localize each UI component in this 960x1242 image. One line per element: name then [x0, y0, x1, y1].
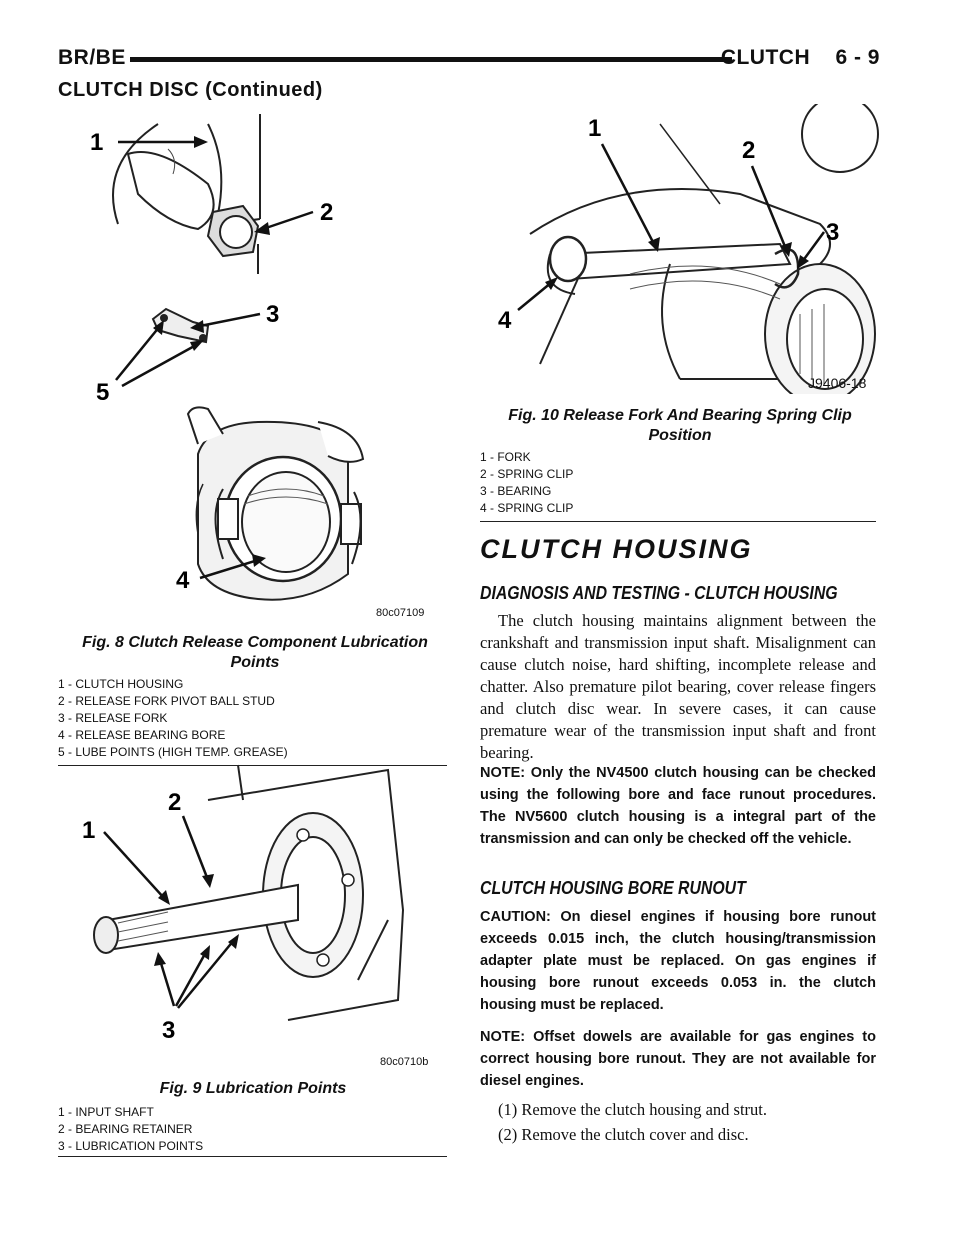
fig10-callout-3: 3: [826, 219, 840, 246]
fig10-legend-item: 4 - SPRING CLIP: [480, 501, 574, 515]
continued-heading: CLUTCH DISC (Continued): [58, 79, 323, 101]
fig9-rule: [58, 1156, 447, 1157]
fig8-legend-item: 2 - RELEASE FORK PIVOT BALL STUD: [58, 694, 275, 708]
fig8-callout-4: 4: [176, 567, 190, 594]
fig10-legend-item: 2 - SPRING CLIP: [480, 467, 574, 481]
page-header: [58, 44, 880, 76]
fig10-image-code: J9406-18: [808, 375, 867, 391]
fig8-legend-item: 4 - RELEASE BEARING BORE: [58, 728, 226, 742]
fig10-caption: Fig. 10 Release Fork And Bearing Spring Clip Position: [508, 407, 852, 444]
fig8-legend-item: 5 - LUBE POINTS (HIGH TEMP. GREASE): [58, 745, 288, 759]
fig9-callout-1: 1: [82, 817, 96, 844]
fig9-callout-3: 3: [162, 1017, 176, 1044]
fig9-caption: Fig. 9 Lubrication Points: [159, 1080, 347, 1097]
fig10-rule: [480, 521, 876, 522]
fig9-legend-item: 1 - INPUT SHAFT: [58, 1105, 154, 1119]
fig8-callout-3: 3: [266, 301, 280, 328]
header-section-page: CLUTCH 6 - 9: [720, 46, 880, 69]
procedure-step: (2) Remove the clutch cover and disc.: [498, 1125, 749, 1144]
section-title: CLUTCH HOUSING: [480, 534, 753, 564]
fig9-image-code: 80c0710b: [380, 1056, 429, 1068]
fig10-legend: [480, 449, 573, 517]
fig9-legend-item: 3 - LUBRICATION POINTS: [58, 1139, 204, 1153]
fig8-callout-5: 5: [96, 379, 110, 406]
fig8-image-code: 80c07109: [376, 607, 425, 619]
fig10-illustration: [480, 104, 880, 394]
header-manual-code: BR/BE: [58, 46, 126, 69]
fig10-callout-4: 4: [498, 307, 512, 334]
bore-runout-heading: CLUTCH HOUSING BORE RUNOUT: [480, 878, 746, 898]
fig9-legend: [58, 1104, 203, 1155]
fig9-callout-2: 2: [168, 789, 182, 816]
header-rule: [130, 57, 732, 62]
fig8-callout-1: 1: [90, 129, 104, 156]
fig10-callout-1: 1: [588, 115, 602, 142]
caution-bore-runout: CAUTION: On diesel engines if housing bore runout exceeds 0.015 inch, the clutch housing/transmission adapter plate must be replaced. On gas engines if housing bore runout exceeds 0.053 in. the clutch housing must be replaced.: [480, 909, 876, 1013]
note-nv4500: NOTE: Only the NV4500 clutch housing can be checked using the following bore and face runout procedures. The NV5600 clutch housing is a integral part of the transmission and can only be checked off the vehicle.: [480, 765, 876, 847]
fig10-legend-item: 1 - FORK: [480, 450, 531, 464]
fig10-callout-2: 2: [742, 137, 756, 164]
fig8-illustration: [58, 104, 448, 624]
procedure-step: (1) Remove the clutch housing and strut.: [498, 1100, 767, 1119]
note-offset-dowels: NOTE: Offset dowels are available for gas engines to correct housing bore runout. They are not available for diesel engines.: [480, 1029, 876, 1089]
fig10-legend-item: 3 - BEARING: [480, 484, 552, 498]
fig8-legend-item: 3 - RELEASE FORK: [58, 711, 168, 725]
fig8-caption: Fig. 8 Clutch Release Component Lubrication Points: [82, 634, 428, 671]
fig8-legend-item: 1 - CLUTCH HOUSING: [58, 677, 184, 691]
fig9-legend-item: 2 - BEARING RETAINER: [58, 1122, 193, 1136]
fig8-callout-2: 2: [320, 199, 334, 226]
procedure-steps: [480, 1097, 876, 1147]
diagnosis-text: The clutch housing maintains alignment between the crankshaft and transmission input shaft. Misalignment can cause clutch noise, hard shifting, incomplete release and chatter. Also premature pilot bearing, cover release fingers and clutch disc wear. In severe cases, it can cause premature wear of the transmission input shaft and front bearing.: [480, 611, 876, 762]
fig8-legend: [58, 676, 288, 761]
fig9-illustration: [58, 760, 448, 1070]
diagnosis-paragraph: [480, 610, 876, 764]
diagnosis-heading: DIAGNOSIS AND TESTING - CLUTCH HOUSING: [480, 583, 838, 603]
